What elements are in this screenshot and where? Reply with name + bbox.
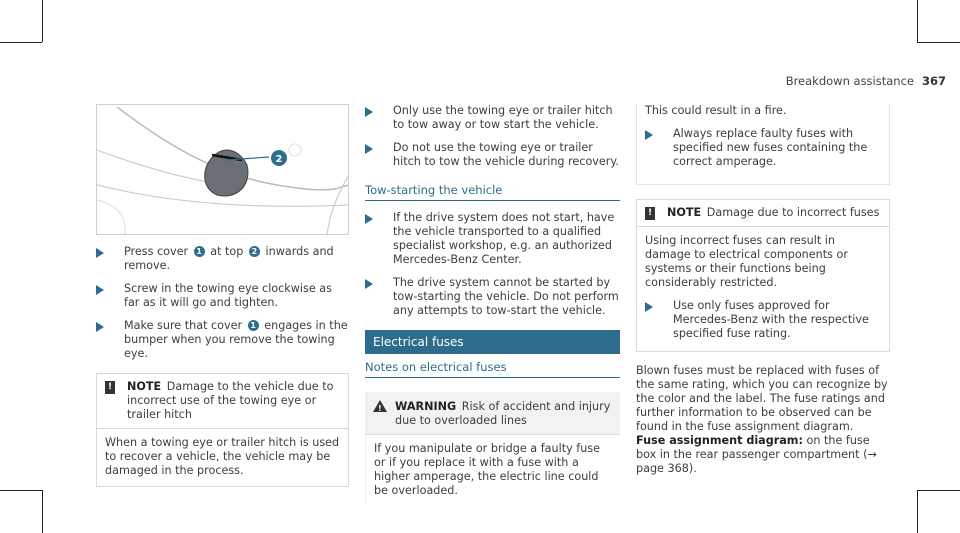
list-item: Only use the towing eye or trailer hitch to tow away or tow start the vehicle.: [365, 104, 620, 132]
arrow-bullet-icon: [645, 302, 653, 312]
warning-heading: ! WARNING Risk of accident and injury due to overloaded lines: [365, 392, 620, 435]
warning-body: If you manipulate or bridge a faulty fuse or if you replace it with a fuse with a higher amperage, the electric line could be overloaded.: [365, 435, 620, 506]
warning-continuation: This could result in a fire. Always replace faulty fuses with specified new fuses containing the correct amperage.: [636, 104, 890, 185]
list-item: Use only fuses approved for Mercedes-Benz with the respective specified fuse rating.: [645, 299, 881, 341]
crop-mark: [917, 490, 918, 533]
note-box: [636, 199, 890, 352]
paragraph: Blown fuses must be replaced with fuses of the same rating, which you can recognize by the color and the label. The fuse ratings and further information to be observed can be found in the fuse assignment diagram.: [636, 364, 888, 433]
list-item: The drive system cannot be started by tow-starting the vehicle. Do not perform any attempts to tow-start the vehicle.: [365, 276, 620, 318]
crop-mark: [917, 0, 918, 42]
fuse-assignment-label: Fuse assignment diagram:: [636, 434, 803, 447]
arrow-bullet-icon: [645, 130, 653, 140]
note-heading: ! NOTE Damage to the vehicle due to incorrect use of the towing eye or trailer hitch: [97, 374, 348, 429]
section-title: Electrical fuses: [365, 330, 620, 354]
page-number: 367: [921, 74, 946, 88]
bumper-illustration: [97, 105, 349, 235]
section-name: Breakdown assistance: [785, 74, 914, 88]
list-item: Screw in the towing eye clockwise as far as it will go and tighten.: [96, 282, 349, 310]
column-1: [96, 104, 349, 487]
crop-mark: [42, 490, 43, 533]
list-item: Do not use the towing eye or trailer hitch to tow the vehicle during recovery.: [365, 141, 620, 169]
arrow-bullet-icon: [365, 107, 373, 117]
note-heading: ! NOTE Damage due to incorrect fuses: [637, 200, 889, 227]
callout-2-icon: 2: [249, 246, 260, 257]
list-item: If the drive system does not start, have the vehicle transported to a qualified specialist workshop, e.g. an authorized Mercedes-Benz Center.: [365, 211, 620, 267]
arrow-bullet-icon: [96, 248, 104, 258]
fuse-assignment-paragraph: Fuse assignment diagram: on the fuse box in the rear passenger compartment (→ page 368).: [636, 434, 877, 475]
arrow-bullet-icon: [365, 279, 373, 289]
figure-callout-2: 2: [275, 154, 283, 165]
crop-mark: [0, 490, 42, 491]
arrow-bullet-icon: [365, 214, 373, 224]
crop-mark: [42, 0, 43, 42]
crop-mark: [917, 42, 960, 43]
exclamation-icon: !: [105, 381, 115, 394]
crop-mark: [917, 490, 960, 491]
warning-box: [365, 392, 620, 506]
arrow-bullet-icon: [96, 285, 104, 295]
warning-triangle-icon: !: [373, 400, 387, 412]
instruction-list: [96, 245, 349, 361]
subsection-title: Tow-starting the vehicle: [365, 183, 620, 201]
note-box: [96, 373, 349, 487]
subsection-title: Notes on electrical fuses: [365, 360, 620, 378]
towing-eye-figure: [96, 104, 349, 235]
callout-1-icon: 1: [248, 320, 259, 331]
note-body: When a towing eye or trailer hitch is used to recover a vehicle, the vehicle may be damaged in the process.: [105, 436, 340, 477]
list-item: Always replace faulty fuses with specified new fuses containing the correct amperage.: [645, 127, 881, 169]
callout-1-icon: 1: [194, 246, 205, 257]
note-body: Using incorrect fuses can result in damage to electrical components or systems or their functions being considerably restricted. Use only fuses approved for Mercedes-Benz with the respective specified fuse rating.: [637, 227, 889, 351]
list-item: Press cover 1 at top 2 inwards and remove.: [96, 245, 349, 273]
column-2: [365, 104, 620, 506]
page-header: [786, 74, 946, 88]
page-reference-link[interactable]: (→ page 368).: [636, 448, 877, 475]
list-item: Make sure that cover 1 engages in the bumper when you remove the towing eye.: [96, 319, 349, 361]
arrow-bullet-icon: [96, 322, 104, 332]
exclamation-icon: !: [645, 207, 655, 220]
crop-mark: [0, 42, 42, 43]
arrow-bullet-icon: [365, 144, 373, 154]
column-3: [636, 104, 890, 476]
